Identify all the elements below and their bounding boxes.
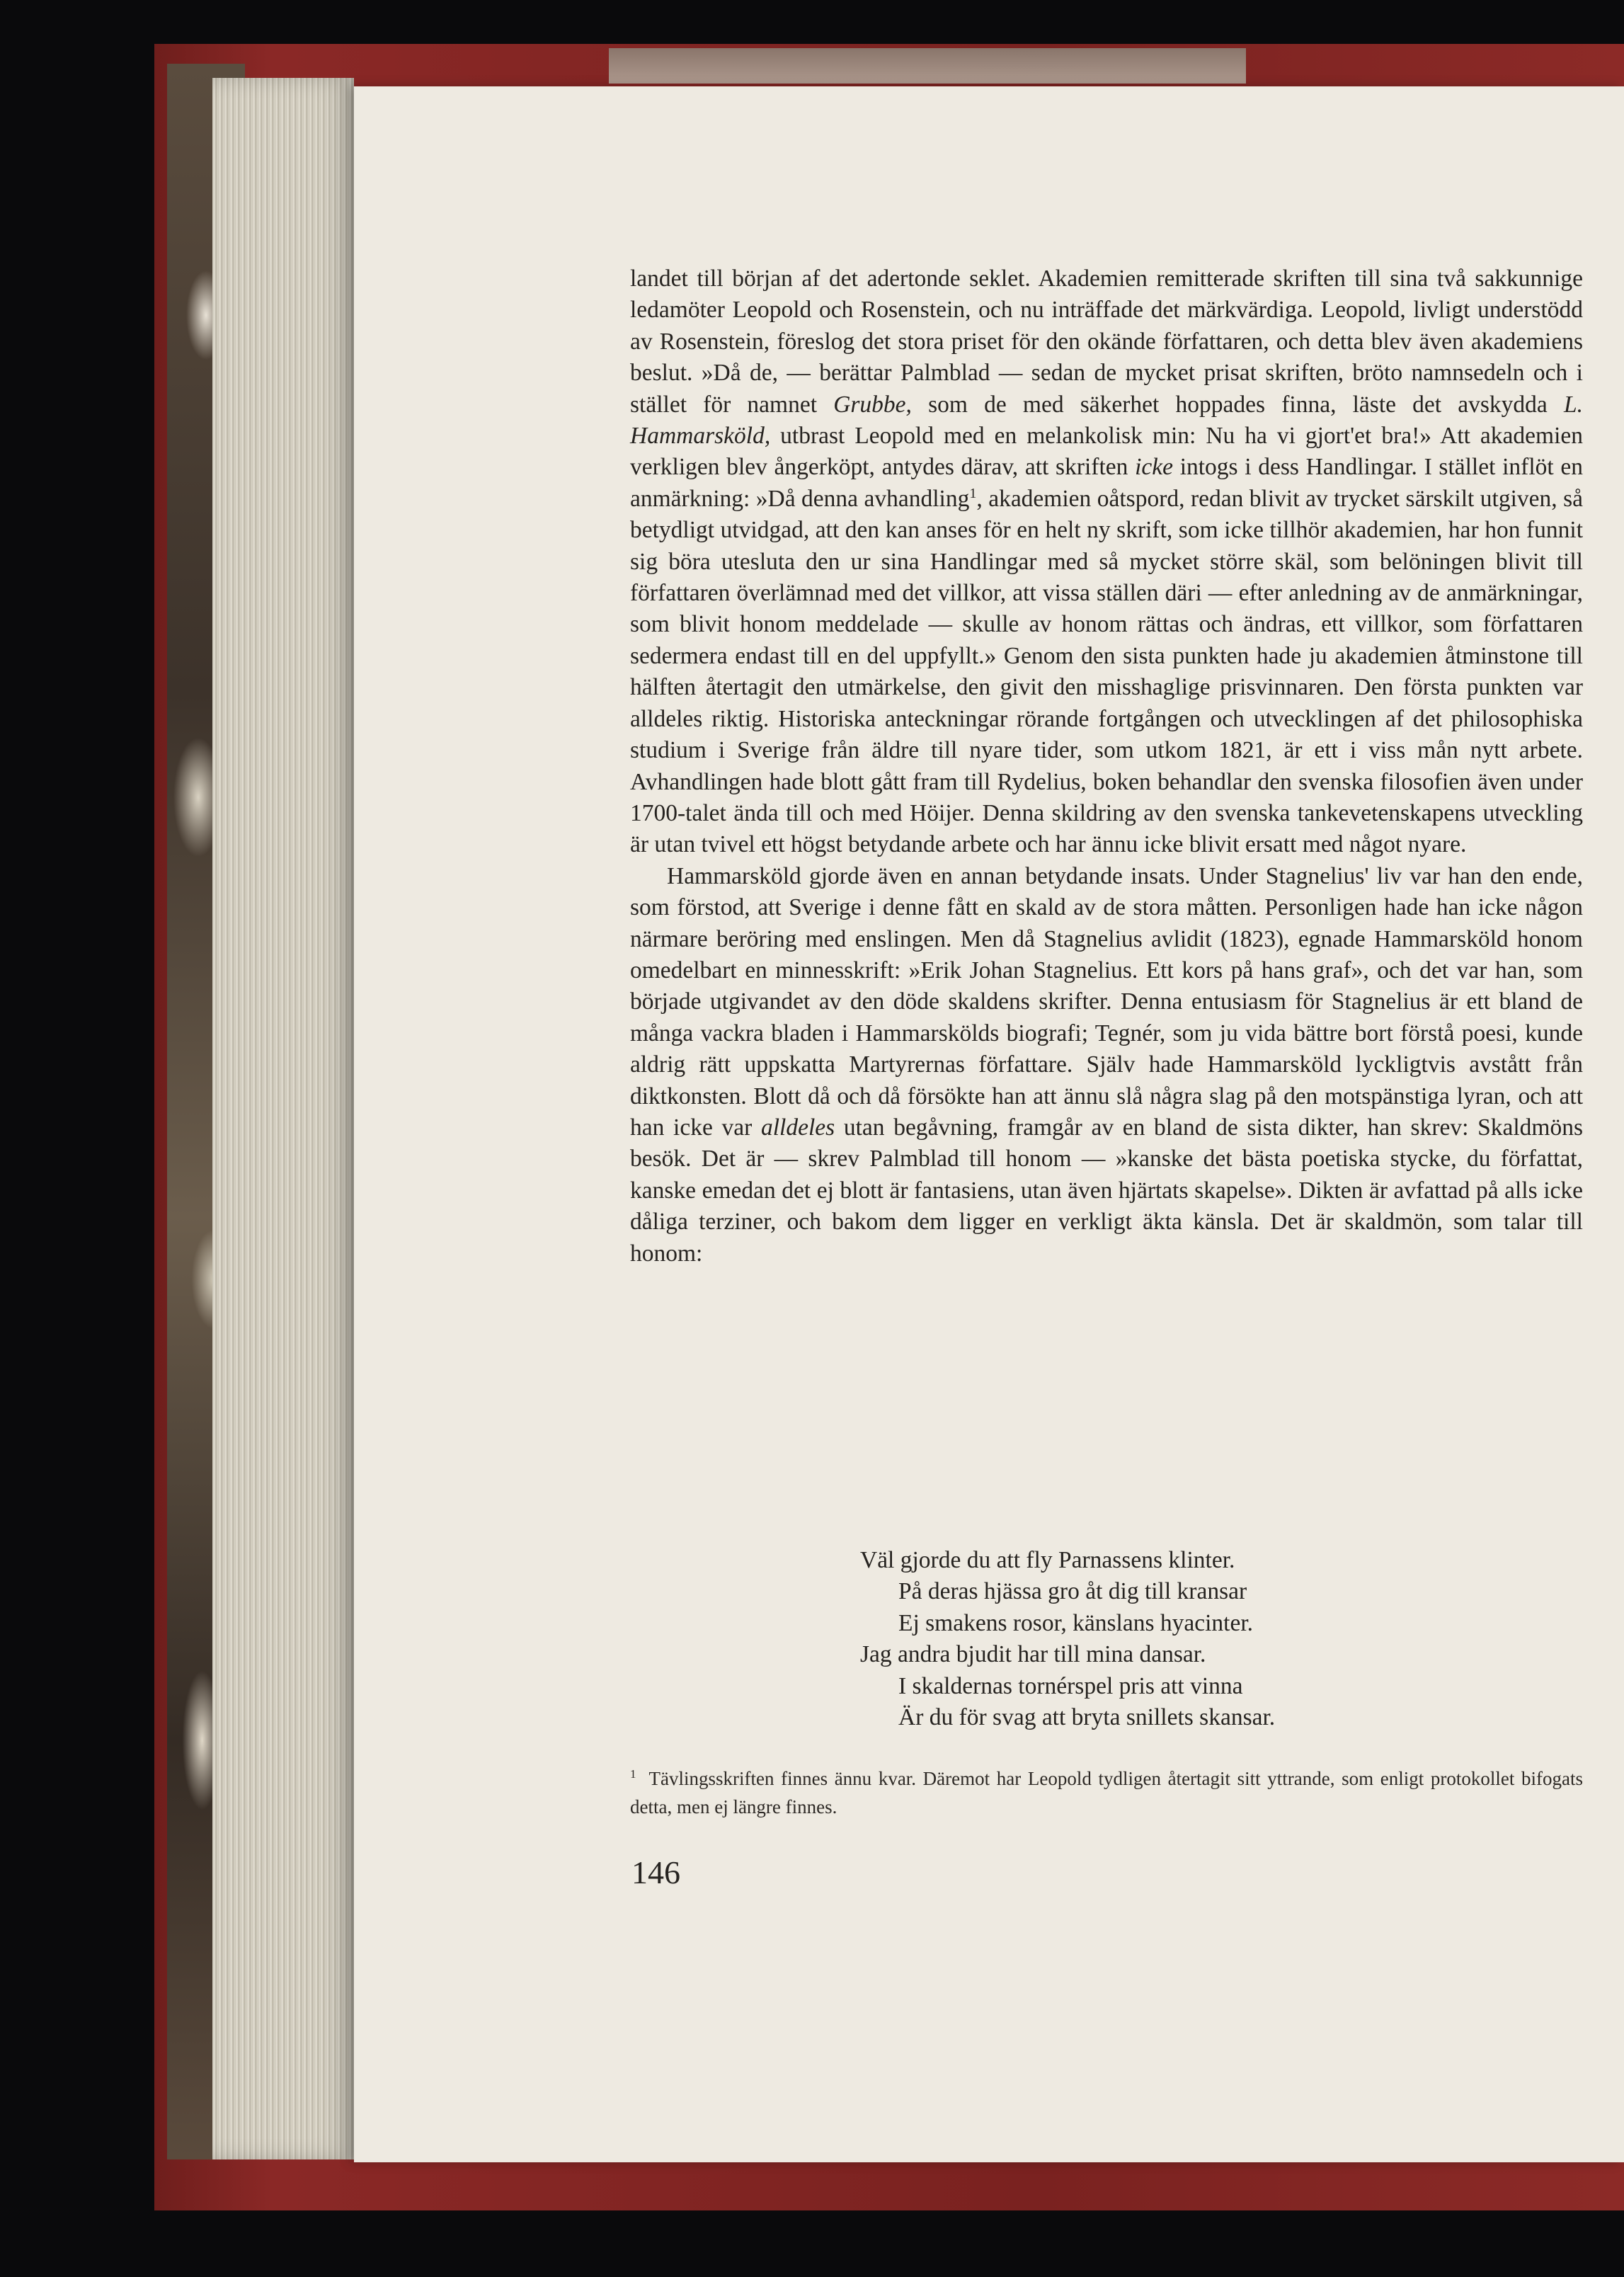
- text-run: intogs i dess Handlingar. I stället inflöt en anmärkning: »Då denna avhandling: [630, 454, 1583, 512]
- poem-line: Väl gjorde du att fly Parnassens klinter.: [860, 1547, 1235, 1573]
- text-run: Hammarsköld gjorde även en annan betydande insats. Under Stagnelius' liv var han den ende, som förstod, att Sverige i denne fått en skald av de stora måtten. Personligen hade han icke någon närmare beröring med enslingen. Men då Stagnelius avlidit (1823), egnade Hammarsköld honom omedelbart en minnesskrift: »Erik Johan Stagnelius. Ett kors på hans graf», och det var han, som började utgivandet av den döde skaldens skrifter. Denna entusiasm för Stagnelius är ett bland de många vackra bladen i Hammarskölds biografi; Tegnér, som ju vida bättre bort förstå poesi, kunde aldrig rätt uppskatta Martyrernas författare. Själv hade Hammarsköld lyckligtvis avstått från diktkonsten. Blott då och då försökte han att ännu slå några slag på den motspänstiga lyran, och att han icke var: [630, 862, 1583, 1141]
- footnote-marker: 1: [630, 1767, 636, 1781]
- italic-text: Grubbe,: [833, 391, 912, 418]
- text-run: utbrast Leopold med en melankolisk min: Nu ha vi gjort'et bra!» Att akademien verkligen blev ångerköpt, antydes därav, att skriften: [630, 423, 1583, 481]
- page-edges: [212, 78, 354, 2159]
- footnote-reference: 1: [969, 485, 977, 501]
- paragraph: [630, 263, 1583, 861]
- text-run: , akademien oåtspord, redan blivit av trycket särskilt utgiven, så betydligt utvidgad, att den kan anses för en helt ny skrift, som icke tillhör akademien, har hon funnit sig böra utesluta den ur sina Handlingar med så mycket större skäl, som belöningen blivit till författaren överlämnad med det villkor, att vissa ställen däri — efter anledning av de anmärkningar, som blivit honom meddelade — skulle av honom rättas och ändras, ett villkor, som författaren sedermera endast till en del uppfyllt.» Genom den sista punkten hade ju akademien åtminstone till hälften återtagit den utmärkelse, den givit den misshaglige prisvinnaren. Den första punkten var alldeles riktig. Historiska anteckningar rörande fortgången och utvecklingen af det philosophiska studium i Sverige från äldre till nyare tider, som utkom 1821, är ett i viss mån nytt arbete. Avhandlingen hade blott gått fram till Rydelius, boken behandlar den svenska filosofien även under 1700-talet ända till och med Höijer. Denna skildring av den svenska tankevetenskapens utveckling är utan tvivel ett högst betydande arbete och har ännu icke blivit ersatt med något nyare.: [630, 485, 1584, 858]
- poem-stanza: [860, 1545, 1275, 1733]
- poem-line: På deras hjässa gro åt dig till kransar: [898, 1578, 1247, 1605]
- paragraph: [630, 861, 1583, 1269]
- poem-line: Ej smakens rosor, känslans hyacinter.: [898, 1609, 1254, 1636]
- italic-text: L. Hammarsköld,: [630, 391, 1583, 450]
- poem-line: Är du för svag att bryta snillets skansar.: [898, 1704, 1276, 1731]
- text-run: som de med säkerhet hoppades finna, läste det avskydda: [911, 391, 1564, 418]
- body-text: [630, 263, 1583, 1269]
- italic-text: alldeles: [760, 1114, 835, 1141]
- italic-text: icke: [1135, 454, 1173, 481]
- footnote: [630, 1764, 1583, 1821]
- page-top-edge: [609, 48, 1246, 84]
- page-number: 146: [631, 1854, 680, 1890]
- footnote-text: Tävlingsskriften finnes ännu kvar. Däremot har Leopold tydligen återtagit sitt yttrande, som enligt protokollet bifogats detta, men ej längre finnes.: [630, 1768, 1583, 1817]
- text-run: utan begåvning, framgår av en bland de sista dikter, han skrev: Skaldmöns besök. Det är — skrev Palmblad till honom — »kanske det bästa poetiska stycke, du författat, kanske emedan det ej blott är fantasiens, utan även hjärtats skapelse». Dikten är avfattad på alls icke dåliga terziner, och bakom dem ligger en verkligt äkta känsla. Det är skaldmön, som talar till honom:: [630, 1114, 1583, 1267]
- poem-line: Jag andra bjudit har till mina dansar.: [860, 1641, 1206, 1668]
- text-run: landet till början af det adertonde seklet. Akademien remitterade skriften till sina två sakkunnige ledamöter Leopold och Rosenstein, och nu inträffade det märkvärdiga. Leopold, livligt understödd av Rosenstein, föreslog det stora priset för den okände författaren, och detta blev även akademiens beslut. »Då de, — berättar Palmblad — sedan de mycket prisat skriften, bröto namnsedeln och i stället för namnet: [630, 266, 1583, 418]
- poem-line: I skaldernas tornérspel pris att vinna: [898, 1672, 1243, 1699]
